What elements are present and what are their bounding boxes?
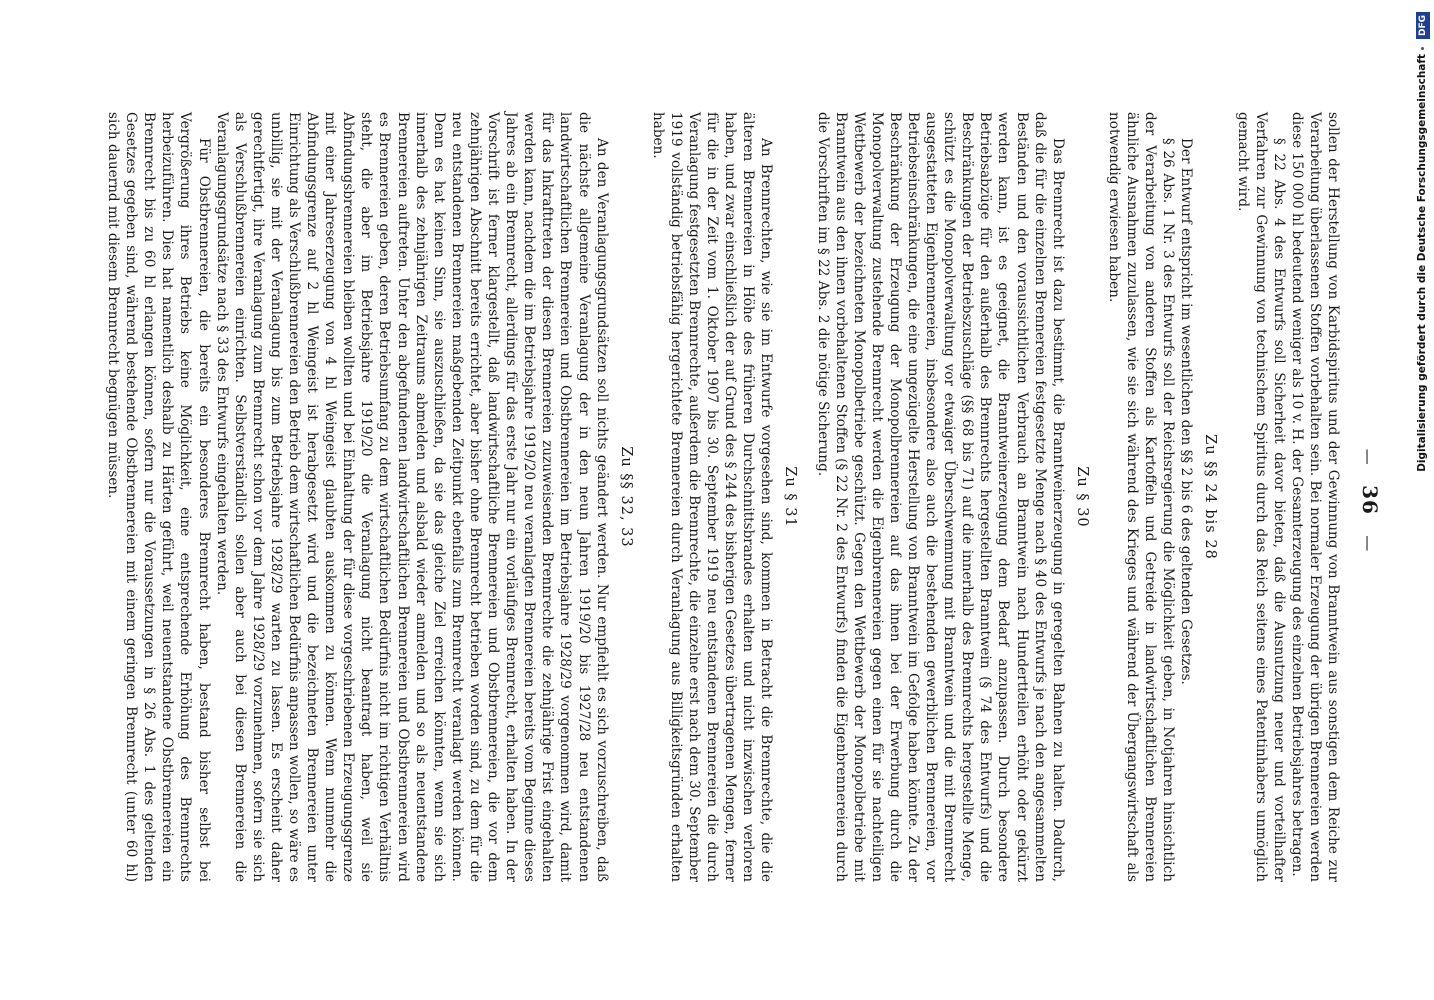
dfg-logo: DFG (1416, 12, 1430, 39)
paragraph-intro-2: § 22 Abs. 4 des Entwurfs soll Sicherheit davor bieten, daß die Ausnutzung neuer und vorteilhafter Verfahren zur Gewinnung von technischem Spiritus durch das Reich seitens eines Patentinhabers unmöglich gemacht wird. (1234, 112, 1287, 882)
separator-dot (1421, 47, 1424, 50)
section-heading-24-28: Zu §§ 24 bis 28 (1202, 434, 1219, 560)
header-dash-right: — (1359, 535, 1378, 552)
document-body (104, 112, 1342, 882)
section-heading-30: Zu § 30 (1073, 466, 1090, 528)
paragraph-intro-1: sollen der Herstellung von Karbidspiritus und der Gewinnung von Branntwein aus sonstigen dem Reiche zur Verarbeitung überlassenen Stoffen vorbehalten sein. Bei normaler Erzeugung der übrigen Brennereien werden diese 150 000 hl bedeutend weniger als 10 v. H. der Gesamterzeugung des einzelnen Betriebsjahres betragen. (1288, 112, 1341, 882)
page-number: 36 (1358, 485, 1382, 515)
section-30-paragraph-1: Das Brennrecht ist dazu bestimmt, die Branntweinerzeugung in geregelten Bahnen zu halten. Dadurch, daß die für die einzelnen Brennereien festgesetzte Menge nach § 40 des Entwurfs je nach den angesammelten Beständen und den voraussichtlichen Verbrauch an Branntwein nach Hundertteilen erhöht oder gekürzt werden kann, ist es geeignet, die Branntweinerzeugung dem Bedarf anzupassen. Durch besondere Betriebsabzüge für den außerhalb des Brennrechts hergestellten Branntwein (§ 74 des Entwurfs) und die Beschränkungen der Betriebszuschläge (§§ 68 bis 71) auf die innerhalb des Brennrechts hergestellte Menge, schützt es die Monopolverwaltung vor etwaiger Überschwemmung mit Branntwein und die mit Brennrecht ausgestatteten Eigenbrennereien, insbesondere also auch die bestehenden gewerblichen Brennereien, vor Betriebseinschränkungen, die eine ungezügelte Herstellung von Branntwein im Gefolge haben könnte. Zu der Beschränkung der Erzeugung der Monopolbrennereien auf das ihnen bei der Erwerbung durch die Monopolverwaltung zustehende Brennrecht werden die Eigenbrennereien gegen einen für sie nachteiligen Wettbewerb der bezeichneten Monopolbetriebe geschützt. Gegen den Wettbewerb der Monopolbetriebe mit Branntwein aus den ihnen vorbehaltenen Stoffen (§ 22 Nr. 2 des Entwurfs) finden die Eigenbrennereien durch die Vorschriften im § 22 Abs. 2 die nötige Sicherung. (814, 112, 1066, 882)
digitization-note (1412, 12, 1432, 992)
header-dash-left: — (1359, 448, 1378, 465)
section-24-28-paragraph-2: § 26 Abs. 1 Nr. 3 des Entwurfs soll der Reichsregierung die Möglichkeit geben, in Notjahren hinsichtlich der Verarbeitung von anderen Stoffen als Kartoffeln und Getreide in landwirtschaftlichen Brennereien ähnliche Ausnahmen zuzulassen, wie sie sich während des Krieges und während der Übergangswirtschaft als notwendig erwiesen haben. (1105, 112, 1177, 882)
section-heading-31: Zu § 31 (782, 466, 799, 528)
section-heading-32-33: Zu §§ 32, 33 (617, 446, 634, 548)
section-32-33-paragraph-2: Für Obstbrennereien, die bereits ein besonderes Brennrecht haben, bestand bisher selbst bei Vergrößerung ihres Betriebs keine Möglichkeit, eine entsprechende Erhöhung des Brennrechts herbeizuführen. Dies hat namentlich deshalb zu Härten geführt, weil neuentstandene Obstbrennereien ein Brennrecht bis zu 60 hl erlangen können, sofern nur die Voraussetzungen in § 26 Abs. 1 des geltenden Gesetzes gegeben sind, während bestehende Obstbrennereien mit einem geringen Brennrecht (unter 60 hl) sich dauernd mit diesem Brennrecht begnügen müssen. (105, 112, 212, 882)
section-31-paragraph-1: An Brennrechten, wie sie im Entwurfe vorgesehen sind, kommen in Betracht die Brennrechte, die die älteren Brennereien in Höhe des früheren Durchschnittsbrandes erhalten und nicht inzwischen verloren haben, und zwar einschließlich der auf Grund des § 244 des bisherigen Gesetzes übertragenen Mengen, ferner für die in der Zeit vom 1. Oktober 1907 bis 30. September 1919 neu entstandenen Brennereien die durch Veranlagung festgesetzten Brennrechte, außerdem die Brennrechte, die einzelne erst nach dem 30. September 1919 vollständig betriebsfähig hergerichtete Brennereien durch Veranlagung aus Billigkeitsgründen erhalten haben. (649, 112, 775, 882)
section-24-28-paragraph-1: Der Entwurf entspricht im wesentlichen den §§ 2 bis 6 des geltenden Gesetzes. (1178, 138, 1195, 685)
section-32-33-paragraph-1: An den Veranlagungsgrundsätzen soll nichts geändert werden. Nur empfiehlt es sich vorzuschreiben, daß die nächste allgemeine Veranlagung der in den neun Jahren 1919/20 bis 1927/28 neu entstandenen landwirtschaftlichen Brennereien und Obstbrennereien im Betriebsjahre 1928/29 vorgenommen wird, damit für das Inkrafttreten der diesen Brennereien zuzuweisenden Brennrechte die zehnjährige Frist eingehalten werden kann, nachdem die im Betriebsjahre 1919/20 neu veranlagten Brennereien bereits vom Beginne dieses Jahres ab ein Brennrecht, allerdings für das erste Jahr nur ein vorläufiges Brennrecht, erhalten haben. In der Vorschrift ist ferner klargestellt, daß landwirtschaftliche Brennereien und Obstbrennereien, die vor dem zehnjährigen Abschnitt bereits errichtet, aber bisher ohne Brennrecht betrieben worden sind, zu dem für die neu entstandenen Brennereien maßgebenden Zeitpunkt ebenfalls zum Brennrecht veranlagt werden können. Denn es hat keinen Sinn, sie auszuschließen, da sie das gleiche Ziel erreichen könnten, wenn sie sich innerhalb des zehnjährigen Zeitraums abmelden und alsbald wieder anmelden und so als neuentstandene Brennereien auftreten. Unter den abgefundenen landwirtschaftlichen Brennereien und Obstbrennereien wird es Brennereien geben, deren Betriebsumfang zu dem wirtschaftlichen Bedürfnis nicht im richtigen Verhältnis steht, die aber im Betriebsjahre 1919/20 die Veranlagung nicht beantragt haben, weil sie Abfindungsbrennereien bleiben wollten und bei Einhaltung der für diese vorgeschriebenen Erzeugungsgrenze mit einer Jahreserzeugung von 4 hl Weingeist glaubten auskommen zu können. Wenn nunmehr die Abfindungsgrenze auf 2 hl Weingeist ist herabgesetzt wird und die bezeichneten Brennereien unter Einrichtung als Verschlußbrennereien den Betrieb dem wirtschaftlichen Bedürfnis anpassen wollen, so wäre es unbillig, sie mit der Veranlagung bis zum Betriebsjahre 1928/29 warten zu lassen. Es erscheint daher gerechtfertigt, ihre Veranlagung zum Brennrecht schon vor dem Jahre 1928/29 vorzunehmen, sofern sie sich als Verschlußbrennereien einrichten. Selbstverständlich sollen aber auch bei diesen Brennereien die Veranlagungsgrundsätze nach § 33 des Entwurfs eingehalten werden. (213, 112, 610, 882)
page-header (1358, 0, 1382, 1000)
digitization-note-text: Digitalisierung gefördert durch die Deutsche Forschungsgemeinschaft (1416, 54, 1428, 472)
